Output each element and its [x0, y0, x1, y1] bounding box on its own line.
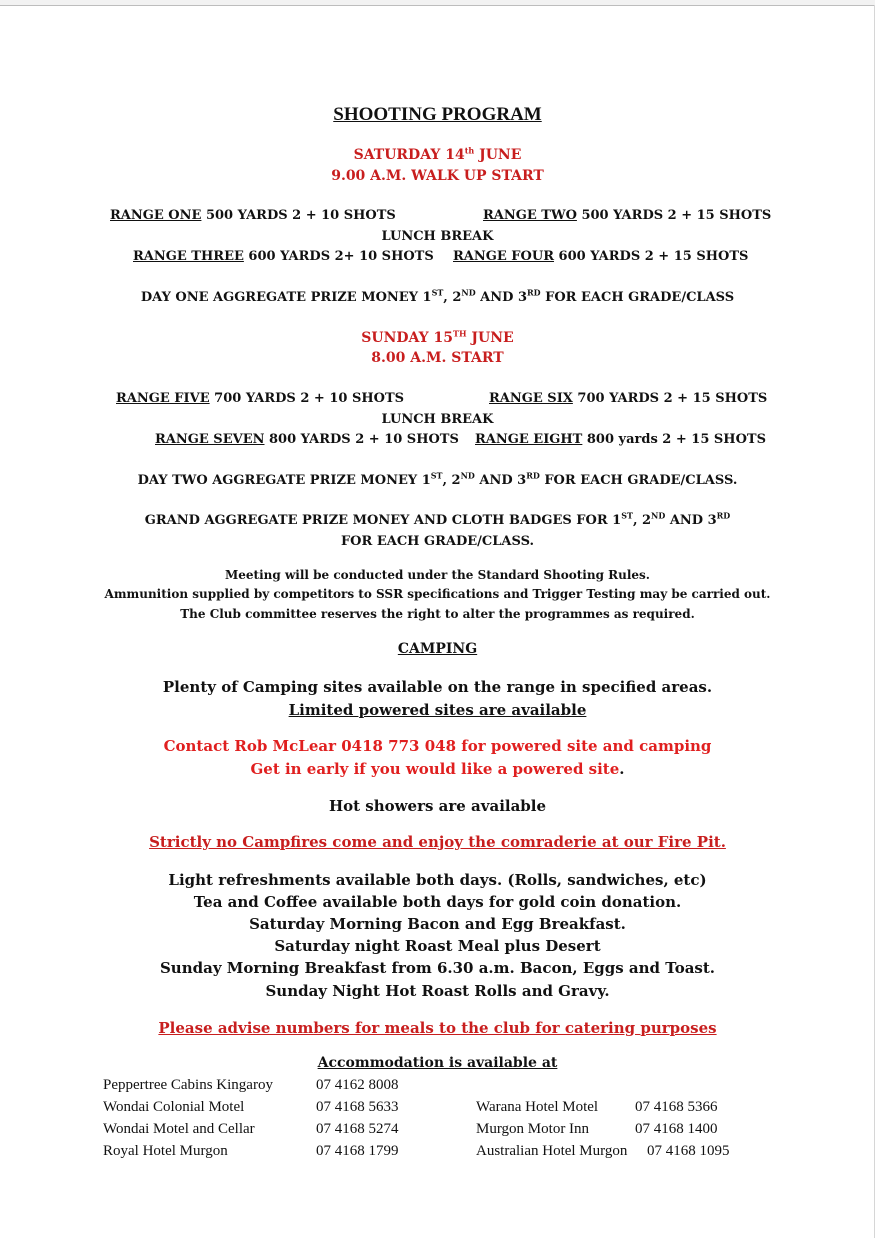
rules-line-1: Meeting will be conducted under the Standard Shooting Rules.	[225, 568, 650, 582]
accommodation-name: Warana Hotel Motel	[476, 1099, 599, 1115]
accommodation-name: Wondai Colonial Motel	[103, 1099, 245, 1115]
range-five: RANGE FIVE 700 YARDS 2 + 10 SHOTS	[116, 391, 405, 406]
food-line-6: Sunday Night Hot Roast Rolls and Gravy.	[265, 982, 610, 1000]
early-line: Get in early if you would like a powered site.	[250, 760, 625, 778]
grand-aggregate-line2: FOR EACH GRADE/CLASS.	[340, 534, 535, 549]
accommodation-name: Australian Hotel Murgon	[476, 1143, 628, 1159]
sunday-start: 8.00 A.M. START	[371, 350, 504, 366]
food-line-1: Light refreshments available both days. (Rolls, sandwiches, etc)	[168, 871, 707, 889]
window-top-edge	[0, 0, 875, 6]
camping-heading: CAMPING	[397, 641, 478, 657]
accommodation-name: Murgon Motor Inn	[476, 1121, 590, 1137]
sunday-lunch-break: LUNCH BREAK	[381, 412, 494, 427]
meals-notice: Please advise numbers for meals to the club for catering purposes	[158, 1019, 717, 1037]
saturday-date: SATURDAY 14th JUNE	[353, 145, 522, 163]
page-title: SHOOTING PROGRAM	[333, 104, 542, 125]
range-six: RANGE SIX 700 YARDS 2 + 15 SHOTS	[489, 391, 768, 406]
food-line-5: Sunday Morning Breakfast from 6.30 a.m. Bacon, Eggs and Toast.	[159, 959, 716, 977]
accommodation-phone: 07 4168 1799	[316, 1143, 399, 1159]
accommodation-phone: 07 4168 5274	[316, 1121, 399, 1137]
range-one: RANGE ONE 500 YARDS 2 + 10 SHOTS	[110, 208, 396, 223]
grand-aggregate-line1: GRAND AGGREGATE PRIZE MONEY AND CLOTH BADGES FOR 1ST, 2ND AND 3RD	[144, 510, 731, 528]
range-four: RANGE FOUR 600 YARDS 2 + 15 SHOTS	[453, 249, 749, 264]
accommodation-name: Wondai Motel and Cellar	[103, 1121, 255, 1137]
accommodation-phone: 07 4168 5366	[635, 1099, 718, 1115]
accommodation-name: Peppertree Cabins Kingaroy	[103, 1077, 273, 1093]
day-two-aggregate: DAY TWO AGGREGATE PRIZE MONEY 1ST, 2ND AND 3RD FOR EACH GRADE/CLASS.	[137, 470, 738, 488]
accommodation-phone: 07 4168 5633	[316, 1099, 399, 1115]
sunday-date: SUNDAY 15TH JUNE	[361, 328, 514, 346]
accommodation-phone: 07 4162 8008	[316, 1077, 399, 1093]
food-line-3: Saturday Morning Bacon and Egg Breakfast.	[249, 915, 626, 933]
saturday-start: 9.00 A.M. WALK UP START	[331, 168, 544, 184]
accommodation-heading: Accommodation is available at	[317, 1055, 558, 1071]
showers-line: Hot showers are available	[328, 797, 547, 815]
accommodation-phone: 07 4168 1095	[647, 1143, 730, 1159]
campfires-notice: Strictly no Campfires come and enjoy the comraderie at our Fire Pit.	[149, 833, 726, 851]
saturday-lunch-break: LUNCH BREAK	[381, 229, 494, 244]
day-one-aggregate: DAY ONE AGGREGATE PRIZE MONEY 1ST, 2ND AND 3RD FOR EACH GRADE/CLASS	[140, 287, 735, 305]
camping-sites: Plenty of Camping sites available on the range in specified areas.	[162, 678, 713, 696]
contact-line: Contact Rob McLear 0418 773 048 for powered site and camping	[163, 737, 712, 755]
accommodation-phone: 07 4168 1400	[635, 1121, 718, 1137]
powered-sites: Limited powered sites are available	[288, 701, 587, 719]
range-three: RANGE THREE 600 YARDS 2+ 10 SHOTS	[133, 249, 434, 264]
food-line-4: Saturday night Roast Meal plus Desert	[274, 937, 601, 955]
range-seven: RANGE SEVEN 800 YARDS 2 + 10 SHOTS	[155, 432, 459, 447]
range-two: RANGE TWO 500 YARDS 2 + 15 SHOTS	[483, 208, 772, 223]
range-eight: RANGE EIGHT 800 yards 2 + 15 SHOTS	[475, 432, 766, 447]
accommodation-name: Royal Hotel Murgon	[103, 1143, 228, 1159]
food-line-2: Tea and Coffee available both days for gold coin donation.	[193, 893, 682, 911]
rules-line-3: The Club committee reserves the right to alter the programmes as required.	[180, 607, 695, 621]
rules-line-2: Ammunition supplied by competitors to SSR specifications and Trigger Testing may be carried out.	[104, 587, 771, 601]
